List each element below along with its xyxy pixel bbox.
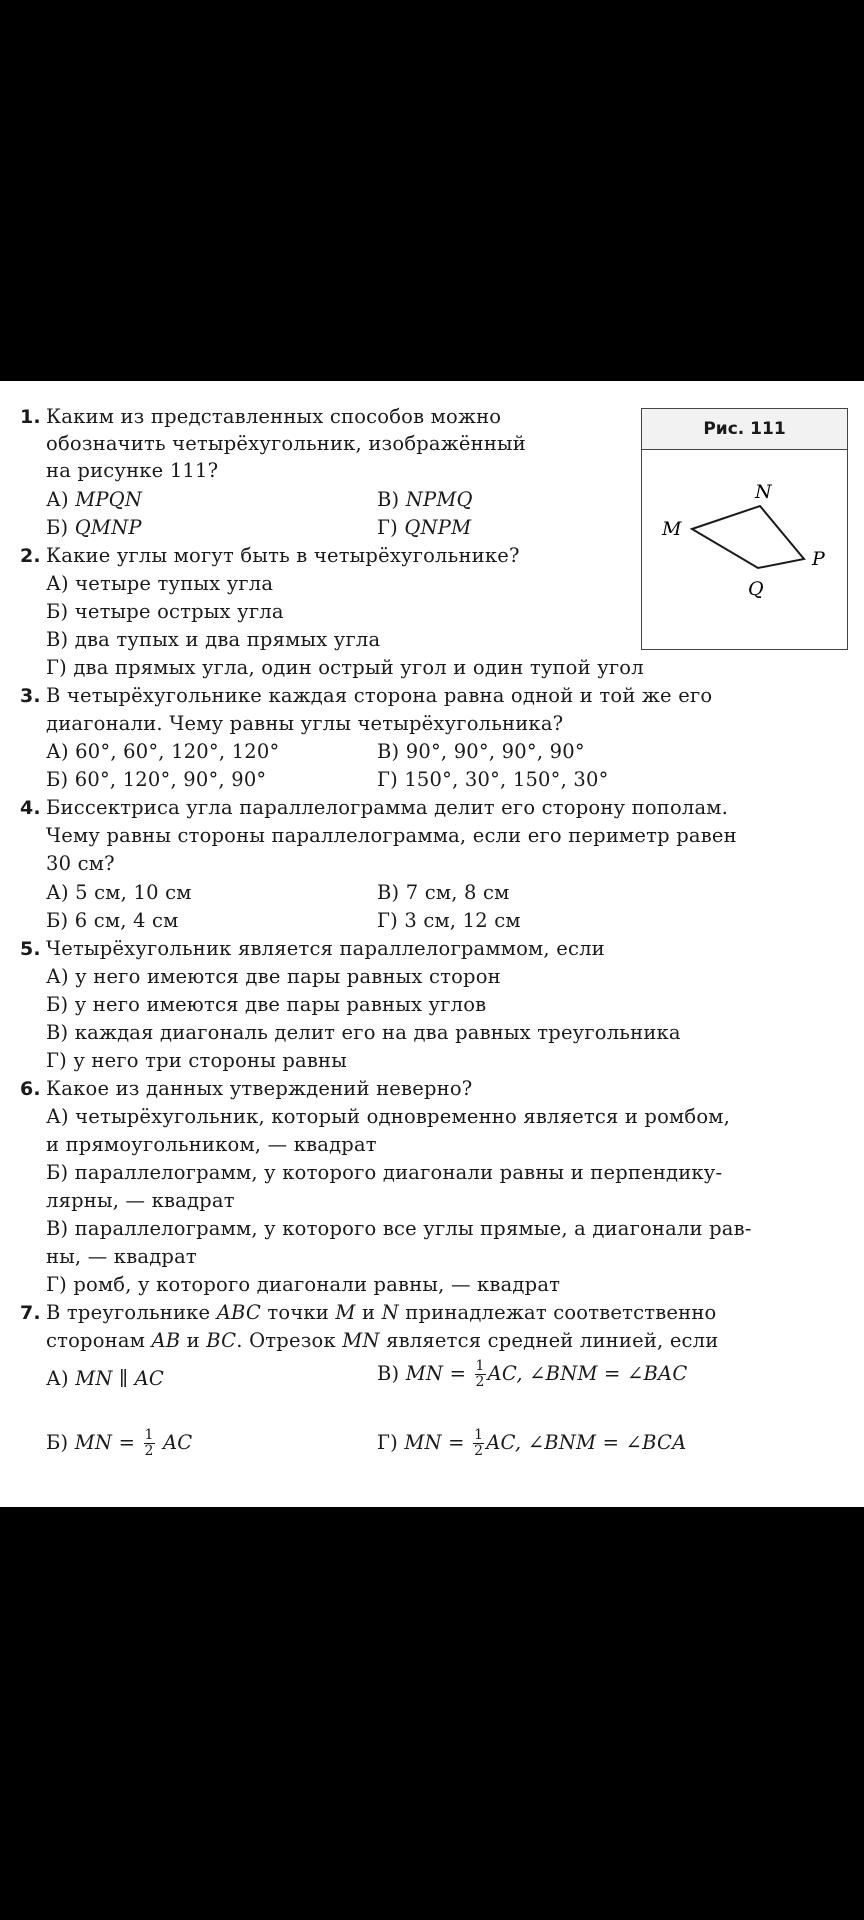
- q1-option-d: Г) QNPM: [377, 516, 472, 539]
- q1-text-1: Каким из представленных способов можно: [46, 405, 502, 428]
- q5-option-b: Б) у него имеются две пары равных углов: [46, 993, 487, 1016]
- q4-option-b: Б) 6 см, 4 см: [46, 909, 179, 932]
- q3-line-1: [20, 684, 712, 707]
- q1-line-1: [20, 405, 501, 428]
- figure-title: Рис. 111: [642, 409, 847, 450]
- q2-text: Какие углы могут быть в четырёхугольнике?: [46, 544, 520, 567]
- q4-option-d: Г) 3 см, 12 см: [377, 909, 521, 932]
- q2-option-c: В) два тупых и два прямых угла: [46, 628, 381, 651]
- q3-text-1: В четырёхугольнике каждая сторона равна одной и той же его: [46, 684, 713, 707]
- q1-option-a: А) MPQN: [46, 488, 143, 511]
- q6-option-c-line-1: В) параллелограмм, у которого все углы прямые, а диагонали рав-: [46, 1217, 752, 1240]
- q7-line-2: сторонам AB и BC. Отрезок MN является средней линией, если: [46, 1329, 719, 1352]
- q1-line-2: обозначить четырёхугольник, изображённый: [46, 432, 526, 455]
- q4-number: 4.: [20, 797, 41, 819]
- q2-option-b: Б) четыре острых угла: [46, 600, 284, 623]
- q5-text: Четырёхугольник является параллелограммом, если: [46, 937, 605, 960]
- vertex-label-n: N: [755, 481, 772, 503]
- q2-line-1: [20, 544, 520, 567]
- vertex-label-p: P: [812, 548, 825, 570]
- q6-number: 6.: [20, 1078, 41, 1100]
- q6-text: Какое из данных утверждений неверно?: [46, 1077, 473, 1100]
- fraction-one-half: $\frac{1}{2}$: [475, 1358, 485, 1390]
- q3-option-d: Г) 150°, 30°, 150°, 30°: [377, 768, 609, 791]
- textbook-page: [0, 381, 864, 1507]
- q5-number: 5.: [20, 938, 41, 960]
- q5-option-c: В) каждая диагональ делит его на два равных треугольника: [46, 1021, 681, 1044]
- q7-option-d: Г) MN = $\frac{1}{2}$ AC, ∠BNM = ∠BCA: [377, 1427, 687, 1459]
- q6-option-c-line-2: ны, — квадрат: [46, 1245, 197, 1268]
- q3-option-a: А) 60°, 60°, 120°, 120°: [46, 740, 280, 763]
- q6-option-a-line-1: А) четырёхугольник, который одновременно является и ромбом,: [46, 1105, 731, 1128]
- q1-line-3: на рисунке 111?: [46, 459, 219, 482]
- q7-option-a: А) MN ∥ AC: [46, 1367, 165, 1390]
- q4-line-1: [20, 796, 728, 819]
- q2-number: 2.: [20, 545, 41, 567]
- quadrilateral-diagram: [642, 450, 847, 648]
- q7-option-c: В) MN = $\frac{1}{2}$ AC, ∠BNM = ∠BAC: [377, 1358, 688, 1390]
- q6-option-b-line-1: Б) параллелограмм, у которого диагонали равны и перпендику-: [46, 1161, 723, 1184]
- fraction-one-half: $\frac{1}{2}$: [474, 1427, 484, 1459]
- q3-option-b: Б) 60°, 120°, 90°, 90°: [46, 768, 267, 791]
- fraction-one-half: $\frac{1}{2}$: [144, 1427, 154, 1459]
- q7-option-b: Б) MN = $\frac{1}{2}$ AC: [46, 1427, 193, 1459]
- q5-line-1: [20, 937, 605, 960]
- q1-option-b: Б) QMNP: [46, 516, 142, 539]
- q3-option-c: В) 90°, 90°, 90°, 90°: [377, 740, 585, 763]
- q6-option-a-line-2: и прямоугольником, — квадрат: [46, 1133, 377, 1156]
- q4-line-3: 30 см?: [46, 852, 115, 875]
- q1-option-c: В) NPMQ: [377, 488, 473, 511]
- q7-number: 7.: [20, 1302, 41, 1324]
- q4-text-1: Биссектриса угла параллелограмма делит его сторону пополам.: [46, 796, 729, 819]
- q2-option-d: Г) два прямых угла, один острый угол и один тупой угол: [46, 656, 644, 679]
- q6-option-d: Г) ромб, у которого диагонали равны, — квадрат: [46, 1273, 561, 1296]
- q7-line-1: 7. В треугольнике ABC точки M и N принадлежат соответственно: [20, 1301, 717, 1324]
- q6-option-b-line-2: лярны, — квадрат: [46, 1189, 235, 1212]
- quadrilateral-mnpq: [692, 506, 804, 568]
- q6-line-1: [20, 1077, 472, 1100]
- q3-number: 3.: [20, 685, 41, 707]
- q4-option-c: В) 7 см, 8 см: [377, 881, 510, 904]
- q5-option-d: Г) у него три стороны равны: [46, 1049, 347, 1072]
- vertex-label-q: Q: [748, 578, 764, 600]
- figure-111: [641, 408, 848, 650]
- q4-option-a: А) 5 см, 10 см: [46, 881, 192, 904]
- q2-option-a: А) четыре тупых угла: [46, 572, 274, 595]
- q4-line-2: Чему равны стороны параллелограмма, если его периметр равен: [46, 824, 737, 847]
- q3-line-2: диагонали. Чему равны углы четырёхугольника?: [46, 712, 564, 735]
- vertex-label-m: M: [662, 518, 682, 540]
- q1-number: 1.: [20, 406, 41, 428]
- q5-option-a: А) у него имеются две пары равных сторон: [46, 965, 501, 988]
